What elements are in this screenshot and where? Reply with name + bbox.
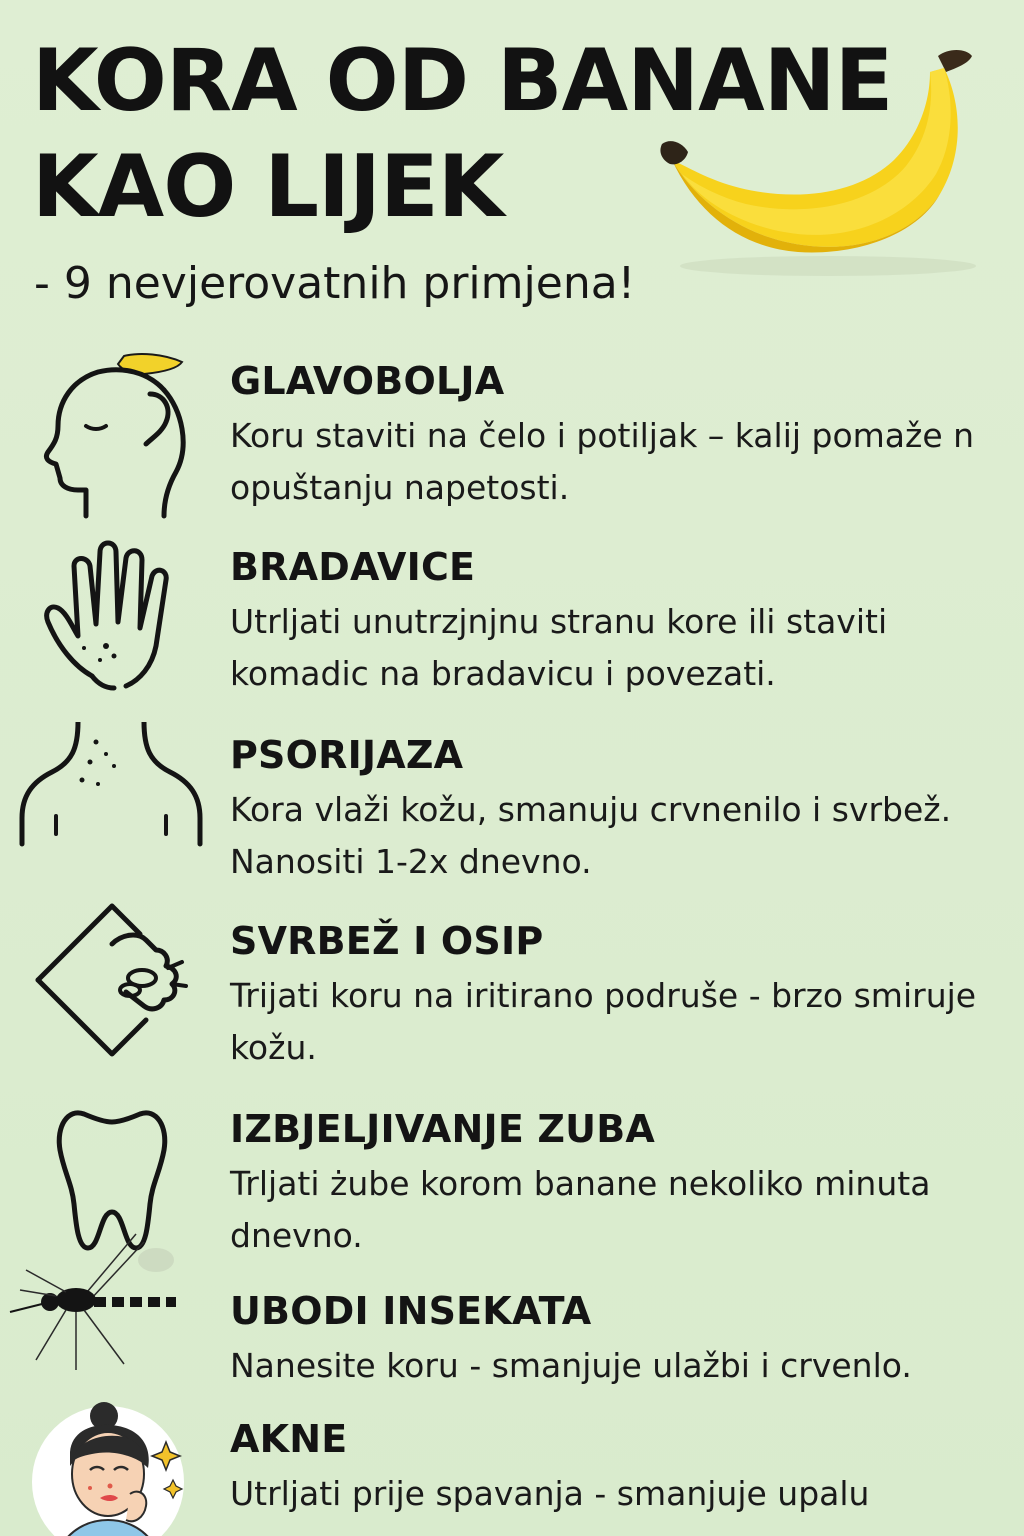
- scratching-hand-icon: [14, 896, 210, 1066]
- item-text: Trljati żube korom banane nekoliko minuta dnevno.: [230, 1164, 931, 1255]
- banana-icon: [648, 34, 988, 284]
- item-text: Utrljati prije spavanja - smanjuje upalu: [230, 1474, 870, 1513]
- item-title: IZBJELJIVANJE ZUBA: [230, 1107, 655, 1151]
- hand-icon: [14, 536, 210, 706]
- item-text: Utrljati unutrzjnjnu stranu kore ili staviti komadic na bradavicu i povezati.: [230, 602, 888, 693]
- page-subtitle: - 9 nevjerovatnih primjena!: [34, 258, 636, 309]
- item-title: PSORIJAZA: [230, 733, 464, 777]
- page-title: KORA OD BANANE KAO LIJEK: [32, 31, 893, 237]
- item-title: AKNE: [230, 1417, 348, 1461]
- head-icon: [14, 352, 210, 522]
- shoulders-icon: [14, 722, 210, 892]
- item-text: Koru staviti na čelo i potiljak – kalij pomaže n opuštanju napetosti.: [230, 416, 975, 507]
- item-title: SVRBEŽ I OSIP: [230, 919, 544, 963]
- item-text: Kora vlaži kožu, smanuju crvnenilo i svrbež. Nanositi 1-2x dnevno.: [230, 790, 952, 881]
- item-text: Nanesite koru - smanjuje ulažbi i crvenlo.: [230, 1346, 912, 1385]
- item-text: Trijati koru na iritirano podruše - brzo smiruje kožu.: [230, 976, 977, 1067]
- item-title: UBODI INSEKATA: [230, 1289, 592, 1333]
- item-title: BRADAVICE: [230, 545, 476, 589]
- item-title: GLAVOBOLJA: [230, 359, 505, 403]
- mosquito-icon: [6, 1230, 202, 1400]
- woman-acne-icon: [18, 1402, 214, 1536]
